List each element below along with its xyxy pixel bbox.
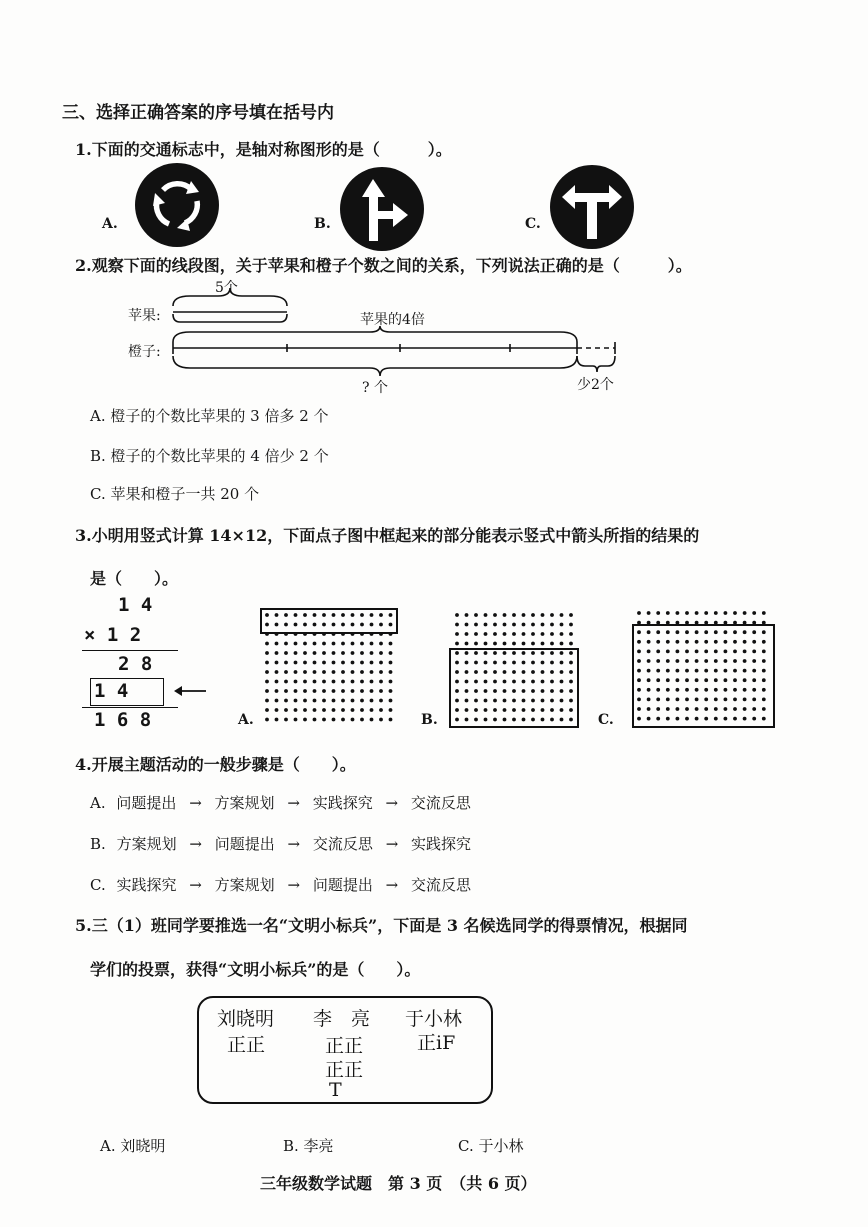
step: 方案规划: [116, 835, 177, 853]
q4-option-a-label: A.: [90, 794, 106, 812]
q4-option-a: [90, 792, 471, 813]
roundabout-sign-icon: [135, 163, 219, 247]
step: 交流反思: [410, 794, 471, 812]
q1-option-b-label: B.: [314, 216, 331, 232]
calc-row-5: 1 6 8: [94, 709, 152, 731]
candidate-tally: 正iF: [417, 1032, 456, 1054]
step: 实践探究: [116, 876, 177, 894]
q3-option-b-label: B.: [421, 712, 438, 728]
less-two-label: 少2个: [577, 377, 614, 393]
q5-option-c: C. 于小林: [458, 1137, 524, 1155]
arrow-right-icon: →: [385, 835, 399, 853]
question-2-stem: 2.观察下面的线段图，关于苹果和橙子个数之间的关系，下列说法正确的是（ ）。: [75, 256, 692, 275]
apple-label: 苹果:: [128, 308, 161, 324]
step: 问题提出: [214, 835, 275, 853]
calc-row-2: × 1 2: [84, 624, 142, 646]
step: 问题提出: [116, 794, 177, 812]
question-3-stem-line2: 是（ ）。: [90, 569, 179, 588]
question-1-stem: 1.下面的交通标志中，是轴对称图形的是（ ）。: [75, 140, 452, 159]
arrow-right-icon: →: [287, 835, 301, 853]
unknown-count-label: ? 个: [362, 380, 388, 396]
section-title: 三、选择正确答案的序号填在括号内: [62, 103, 334, 123]
q4-option-b: [90, 833, 471, 854]
step: 实践探究: [312, 794, 373, 812]
step: 方案规划: [214, 876, 275, 894]
arrow-right-icon: →: [189, 876, 202, 894]
step: 交流反思: [410, 876, 471, 894]
dot-grid-c-frame: [632, 624, 775, 728]
step: 交流反思: [312, 835, 373, 853]
candidate-tally: 正正: [325, 1059, 364, 1081]
question-4-stem: 4.开展主题活动的一般步骤是（ ）。: [75, 755, 356, 774]
arrow-right-icon: →: [385, 794, 399, 812]
step: 问题提出: [312, 876, 373, 894]
dot-grid-b-frame: [449, 648, 579, 728]
q3-option-c-label: C.: [598, 712, 614, 728]
calc-row-1: 1 4: [118, 594, 153, 616]
q2-option-a: A. 橙子的个数比苹果的 3 倍多 2 个: [90, 407, 329, 425]
q1-option-a-label: A.: [102, 216, 118, 232]
calc-row-4: 1 4: [94, 680, 129, 702]
candidate-tally: T: [329, 1079, 342, 1101]
q4-option-b-label: B.: [90, 835, 106, 853]
arrow-left-icon: [172, 684, 208, 698]
q1-option-c-label: C.: [525, 216, 541, 232]
line-segment-diagram: [0, 276, 868, 396]
vertical-multiplication: [78, 592, 218, 737]
q3-option-a-label: A.: [238, 712, 254, 728]
candidate-name: 于小林: [405, 1008, 463, 1030]
q4-option-c: [90, 874, 471, 895]
arrow-right-icon: →: [189, 835, 202, 853]
step: 实践探究: [411, 835, 472, 853]
arrow-right-icon: →: [385, 876, 399, 894]
candidate-name: 李 亮: [313, 1008, 371, 1030]
q2-option-c: C. 苹果和橙子一共 20 个: [90, 485, 260, 503]
candidate-name: 刘晓明: [217, 1008, 275, 1030]
arrow-right-icon: →: [287, 794, 300, 812]
question-5-stem-line2: 学们的投票，获得“文明小标兵”的是（ ）。: [90, 960, 421, 979]
q2-option-b: B. 橙子的个数比苹果的 4 倍少 2 个: [90, 447, 329, 465]
dot-grid-a-frame: [260, 608, 398, 634]
q4-option-c-label: C.: [90, 876, 106, 894]
apple-count-label: 5个: [215, 280, 238, 296]
candidate-tally: 正正: [227, 1034, 266, 1056]
segment-lines: [0, 276, 868, 396]
question-3-stem-line1: 3.小明用竖式计算 14×12，下面点子图中框起来的部分能表示竖式中箭头所指的结果的: [75, 526, 700, 545]
q5-option-b: B. 李亮: [283, 1137, 334, 1155]
vote-tally-box: [197, 996, 493, 1104]
step: 方案规划: [214, 794, 275, 812]
arrow-right-icon: →: [189, 794, 202, 812]
times-label: 苹果的4倍: [360, 312, 425, 328]
candidate-tally: 正正: [325, 1035, 364, 1057]
orange-label: 橙子:: [128, 344, 161, 360]
q5-option-a: A. 刘晓明: [100, 1137, 166, 1155]
straight-or-right-sign-icon: [340, 167, 424, 251]
question-5-stem-line1: 5.三（1）班同学要推选一名“文明小标兵”，下面是 3 名候选同学的得票情况，根据同: [75, 916, 688, 935]
left-or-right-sign-icon: [550, 165, 634, 249]
arrow-right-icon: →: [287, 876, 301, 894]
page-footer: 三年级数学试题 第 3 页 （共 6 页）: [260, 1174, 537, 1193]
calc-row-3: 2 8: [118, 653, 153, 675]
